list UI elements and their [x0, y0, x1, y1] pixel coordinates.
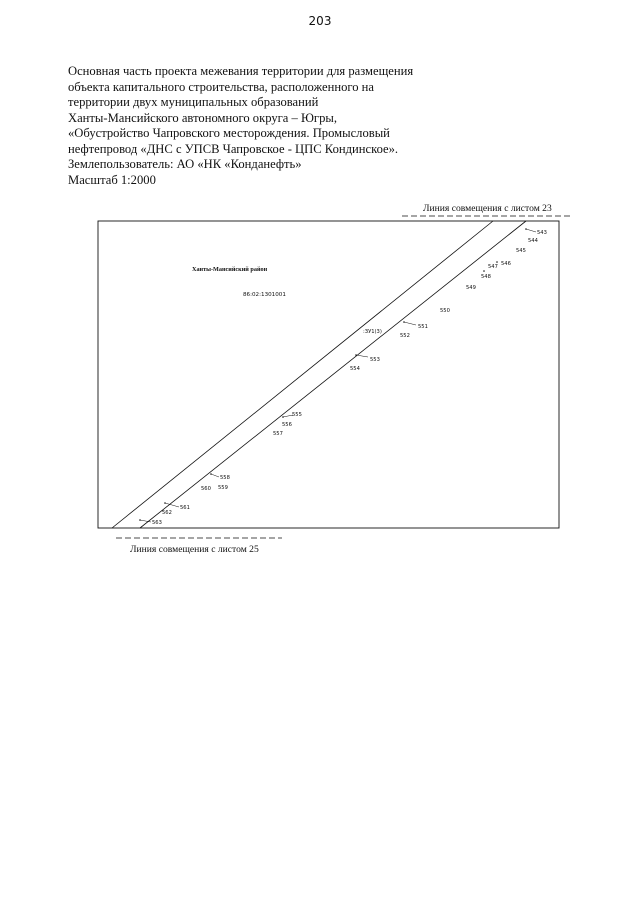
point-marker: [483, 270, 485, 272]
point-label: 560: [201, 486, 211, 492]
point-label: 552: [400, 333, 410, 339]
point-label: 557: [273, 431, 283, 437]
point-label: 543: [537, 230, 547, 236]
point-label: 559: [218, 485, 228, 491]
match-line-bottom-label: Линия совмещения с листом 25: [130, 544, 259, 555]
point-label: 561: [180, 505, 190, 511]
header-line: территории двух муниципальных образований: [68, 95, 319, 109]
point-label: 551: [418, 324, 428, 330]
match-line-top-label: Линия совмещения с листом 23: [423, 203, 552, 214]
point-label: 547: [488, 264, 498, 270]
point-label: 545: [516, 248, 526, 254]
point-label: 556: [282, 422, 292, 428]
header-line: «Обустройство Чапровского месторождения. Промысловый: [68, 126, 390, 140]
header-line: Ханты-Мансийского автономного округа – Югры,: [68, 110, 338, 125]
header-line: Землепользователь: АО «НК «Конданефть»: [68, 157, 302, 171]
header-line: нефтепровод «ДНС с УПСВ Чапровское - ЦПС Кондинское».: [68, 141, 399, 156]
corridor-edge-upper: [112, 221, 493, 528]
point-marker: [496, 261, 498, 263]
point-label: 558: [220, 475, 230, 481]
point-label: 550: [440, 308, 450, 314]
point-label: 554: [350, 366, 360, 372]
region-label: Ханты-Мансийский район: [192, 266, 268, 273]
point-label: 548: [481, 274, 491, 280]
point-label: 546: [501, 261, 511, 267]
point-label: 553: [370, 357, 380, 363]
header-line: Масштаб 1:2000: [68, 172, 156, 187]
header-line: объекта капитального строительства, расположенного на: [68, 79, 374, 94]
point-label: 555: [292, 412, 302, 418]
header-line: Основная часть проекта межевания территории для размещения: [68, 64, 414, 78]
cadastral-number: 86:02:1301001: [243, 292, 286, 298]
plot-label: :ЗУ1(3): [363, 329, 382, 335]
point-label: 562: [162, 510, 172, 516]
point-label: 549: [466, 285, 476, 291]
point-label: 544: [528, 238, 538, 244]
page-number: 203: [308, 14, 332, 28]
point-label: 563: [152, 520, 162, 526]
